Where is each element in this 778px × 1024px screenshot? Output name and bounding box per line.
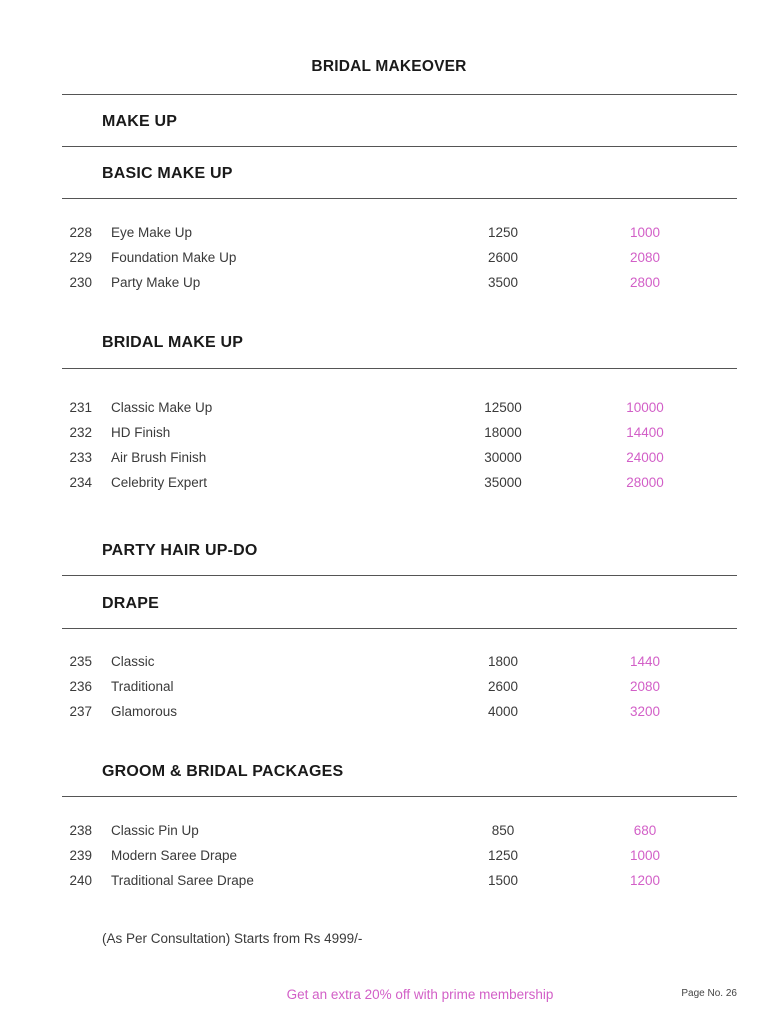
item-offer-price: 3200 [629,704,661,719]
item-price: 1500 [487,873,519,888]
item-name: Traditional Saree Drape [111,873,254,888]
section-heading-groom-bridal: GROOM & BRIDAL PACKAGES [102,763,344,780]
item-number: 238 [69,823,92,838]
list-item [0,400,778,420]
item-price: 3500 [487,275,519,290]
item-name: Modern Saree Drape [111,848,238,863]
item-offer-price: 1000 [629,848,661,863]
item-name: Classic Make Up [111,400,213,415]
rule-party-hair [62,575,737,576]
list-item [0,450,778,470]
list-item [0,250,778,270]
section-heading-make-up: MAKE UP [102,113,178,130]
rule-bridal [62,368,737,369]
consultation-note: (As Per Consultation) Starts from Rs 4999/- [102,931,363,946]
item-number: 237 [69,704,92,719]
item-number: 229 [69,250,92,265]
item-offer-price: 1440 [629,654,661,669]
rule-drape [62,628,737,629]
list-item [0,848,778,868]
item-number: 234 [69,475,92,490]
item-offer-price: 1200 [629,873,661,888]
list-item [0,225,778,245]
item-price: 2600 [487,250,519,265]
item-name: Eye Make Up [111,225,193,240]
item-price: 850 [491,823,515,838]
item-name: Traditional [111,679,174,694]
item-number: 228 [69,225,92,240]
item-number: 232 [69,425,92,440]
rule-top [62,94,737,95]
item-price: 30000 [484,450,522,465]
item-offer-price: 10000 [626,400,664,415]
rule-basic [62,198,737,199]
item-price: 1800 [487,654,519,669]
item-number: 233 [69,450,92,465]
list-item [0,425,778,445]
list-item [0,654,778,674]
section-heading-bridal-make-up: BRIDAL MAKE UP [102,334,244,351]
item-offer-price: 680 [633,823,657,838]
item-price: 12500 [484,400,522,415]
promo-banner: Get an extra 20% off with prime membership [286,987,554,1002]
section-heading-drape: DRAPE [102,595,160,612]
item-price: 18000 [484,425,522,440]
item-price: 2600 [487,679,519,694]
item-name: Glamorous [111,704,178,719]
item-number: 235 [69,654,92,669]
list-item [0,275,778,295]
item-name: Classic [111,654,155,669]
item-name: Party Make Up [111,275,201,290]
item-number: 240 [69,873,92,888]
item-offer-price: 14400 [626,425,664,440]
item-number: 231 [69,400,92,415]
item-name: Air Brush Finish [111,450,207,465]
section-heading-basic-make-up: BASIC MAKE UP [102,165,233,182]
item-price: 35000 [484,475,522,490]
page-title: BRIDAL MAKEOVER [311,58,467,75]
rule-make-up [62,146,737,147]
item-price: 1250 [487,225,519,240]
item-number: 236 [69,679,92,694]
item-name: Classic Pin Up [111,823,199,838]
item-price: 1250 [487,848,519,863]
rule-groom-bridal [62,796,737,797]
item-price: 4000 [487,704,519,719]
item-number: 230 [69,275,92,290]
list-item [0,823,778,843]
item-name: Foundation Make Up [111,250,237,265]
list-item [0,873,778,893]
item-offer-price: 2080 [629,679,661,694]
item-name: Celebrity Expert [111,475,208,490]
item-name: HD Finish [111,425,171,440]
item-offer-price: 2080 [629,250,661,265]
list-item [0,475,778,495]
item-offer-price: 24000 [626,450,664,465]
section-heading-party-hair: PARTY HAIR UP-DO [102,542,258,559]
item-number: 239 [69,848,92,863]
item-offer-price: 28000 [626,475,664,490]
item-offer-price: 1000 [629,225,661,240]
item-offer-price: 2800 [629,275,661,290]
page-number: Page No. 26 [681,988,737,999]
list-item [0,679,778,699]
list-item [0,704,778,724]
